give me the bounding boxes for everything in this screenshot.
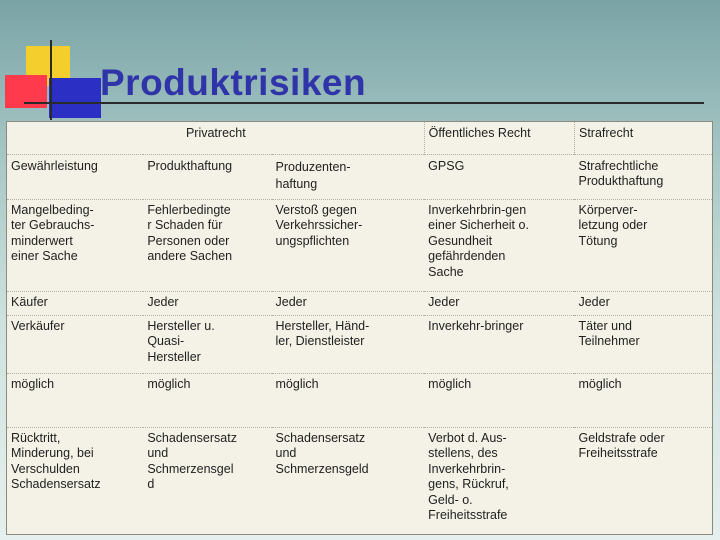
table-cell: möglich [424,373,574,427]
table-cell: Gewährleistung [7,154,143,199]
table-row [7,315,712,373]
table-row [7,427,712,534]
table-cell: Jeder [424,291,574,315]
table-cell: möglich [143,373,271,427]
table-cell: Jeder [574,291,712,315]
table-cell: Jeder [143,291,271,315]
table-cell: Verstoß gegen Verkehrssicher- ungspflichten [272,199,425,291]
table-row [7,291,712,315]
table-row [7,154,712,199]
table-row [7,373,712,427]
table-cell: Verkäufer [7,315,143,373]
table-cell: Rücktritt, Minderung, bei Verschulden Schadensersatz [7,427,143,534]
table-cell: GPSG [424,154,574,199]
header-privatrecht: Privatrecht [185,126,246,140]
table-row [7,199,712,291]
table-cell: Produkthaftung [143,154,271,199]
table-cell: Produzenten- haftung [272,154,425,199]
table-cell: Verbot d. Aus- stellens, des Inverkehrbrin- gens, Rückruf, Geld- o. Freiheitsstrafe [424,427,574,534]
table-cell: Käufer [7,291,143,315]
slide-title: Produktrisiken [100,62,367,103]
table-cell: Jeder [272,291,425,315]
table-cell: Geldstrafe oder Freiheitsstrafe [574,427,712,534]
table-cell: Körperver- letzung oder Tötung [574,199,712,291]
table-cell: Mangelbeding- ter Gebrauchs- minderwert einer Sache [7,199,143,291]
decor-blue-square [49,78,101,118]
table-cell: möglich [7,373,143,427]
table-cell: Schadensersatz und Schmerzensgeld [272,427,425,534]
header-strafrecht: Strafrecht [574,122,712,154]
table-header-row [7,122,712,154]
table-cell: Hersteller u. Quasi- Hersteller [143,315,271,373]
header-oeffentliches-recht: Öffentliches Recht [424,122,574,154]
table-cell: möglich [574,373,712,427]
table-cell: Fehlerbedingte r Schaden für Personen oder andere Sachen [143,199,271,291]
decor-vertical-line [50,40,52,120]
table-cell: Hersteller, Händ- ler, Dienstleister [272,315,425,373]
table-cell: Täter und Teilnehmer [574,315,712,373]
table-cell: Inverkehrbrin-gen einer Sicherheit o. Gesundheit gefährdenden Sache [424,199,574,291]
table-cell: Schadensersatz und Schmerzensgel d [143,427,271,534]
table-cell: möglich [272,373,425,427]
table-cell: Strafrechtliche Produkthaftung [574,154,712,199]
risk-table-frame [6,121,713,535]
risk-table [7,122,712,534]
table-cell: Inverkehr-bringer [424,315,574,373]
